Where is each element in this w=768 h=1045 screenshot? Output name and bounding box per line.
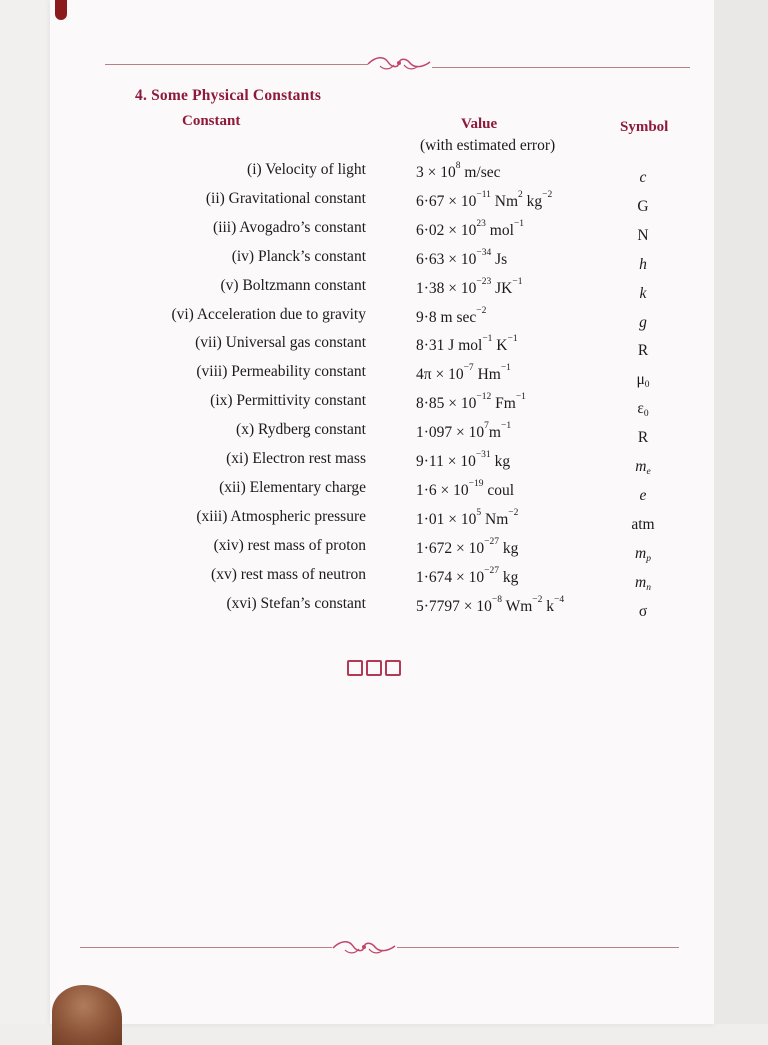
constant-value: $1\cdot 097 \times 10^7m^{-1}$ [416,421,512,441]
section-title: 4. Some Physical Constants [135,87,322,104]
constant-name: (x) Rydberg constant [236,421,366,438]
constant-name: (xv) rest mass of neutron [211,566,366,583]
column-header-constant: Constant [182,113,241,129]
end-marks [347,660,404,678]
constant-name: (ix) Permittivity constant [210,392,366,409]
constant-name: (xii) Elementary charge [219,479,366,496]
constant-symbol: $m_n$ [635,574,651,593]
constant-value: $5\cdot 7797 \times 10^{-8}$ $Wm^{-2}$ $k^{-4}$ [416,595,565,615]
bottom-rule-left [80,947,332,948]
constant-symbol: R [637,342,649,359]
constant-name: (v) Boltzmann constant [220,277,366,294]
table-row [0,450,768,476]
binding-corner-mark [55,0,67,20]
table-row [0,508,768,534]
constant-value: $4\pi \times 10^{-7}$ $Hm^{-1}$ [416,363,511,383]
table-row [0,161,768,187]
table-row [0,306,768,332]
bottom-rule-right [397,947,679,948]
constant-symbol: R [637,429,649,446]
box-outline-icon [385,660,401,676]
constant-value: $1\cdot 6 \times 10^{-19}$ coul [416,479,515,499]
constant-value: 8·31 J mol$^{-1}$ $K^{-1}$ [416,334,518,354]
constant-value: $6\cdot 02 \times 10^{23}$ mol$^{-1}$ [416,219,525,239]
constant-value: $1\cdot 38 \times 10^{-23}$ $JK^{-1}$ [416,277,523,297]
table-row [0,190,768,216]
constant-name: (ii) Gravitational constant [205,190,366,207]
box-outline-icon [366,660,382,676]
constant-name: (xiv) rest mass of proton [213,537,366,554]
constant-symbol: $\varepsilon_0$ [637,400,649,419]
constant-symbol: c [639,169,647,186]
constant-name: (i) Velocity of light [247,161,366,178]
constant-symbol: g [639,314,647,331]
constant-symbol: $m_p$ [635,545,651,564]
table-row [0,334,768,360]
constant-name: (iv) Planck’s constant [231,248,366,265]
constant-name: (xvi) Stefan’s constant [226,595,366,612]
constant-name: (viii) Permeability constant [196,363,366,380]
constant-symbol: h [639,256,647,273]
top-rule-left [105,64,368,65]
table-row [0,277,768,303]
constant-name: (iii) Avogadro’s constant [213,219,366,236]
constant-value: $1\cdot 01 \times 10^5$ $Nm^{-2}$ [416,508,519,528]
constant-symbol: G [637,198,649,215]
box-outline-icon [347,660,363,676]
constant-symbol: σ [638,603,648,620]
table-row [0,421,768,447]
flourish-icon [331,938,397,956]
table-row [0,219,768,245]
table-row [0,363,768,389]
table-row [0,479,768,505]
constant-name: (xi) Electron rest mass [226,450,366,467]
constant-value: $6\cdot 63 \times 10^{-34}$ Js [416,248,508,268]
constant-name: (vi) Acceleration due to gravity [171,306,366,323]
column-header-symbol: Symbol [620,119,669,135]
table-row [0,248,768,274]
constant-value: $8\cdot 85 \times 10^{-12}$ $Fm^{-1}$ [416,392,526,412]
constant-symbol: $m_e$ [635,458,651,477]
top-rule-right [432,67,690,68]
constant-value: $9\cdot 11 \times 10^{-31}$ kg [416,450,511,470]
table-row [0,537,768,563]
constant-value: $1\cdot 674 \times 10^{-27}$ kg [416,566,519,586]
constant-name: (vii) Universal gas constant [195,334,366,351]
constant-symbol: k [639,285,647,302]
constant-name: (xiii) Atmospheric pressure [196,508,366,525]
constant-symbol: e [639,487,647,504]
column-header-value: Value [461,116,498,132]
constant-symbol: $\mu_0$ [636,371,650,390]
value-note: (with estimated error) [420,137,556,154]
constant-symbol: atm [631,516,655,533]
constant-value: $3 \times 10^8$ m/sec [416,161,501,181]
constant-value: 9·8 m $\sec^{-2}$ [416,306,487,326]
constant-value: $6\cdot 67 \times 10^{-11}$ Nm$^2$ $kg^{-2}$ [416,190,553,210]
table-row [0,595,768,621]
flourish-icon [366,54,432,72]
table-row [0,392,768,418]
constant-value: $1\cdot 672 \times 10^{-27}$ kg [416,537,519,557]
table-row [0,566,768,592]
constant-symbol: N [637,227,649,244]
